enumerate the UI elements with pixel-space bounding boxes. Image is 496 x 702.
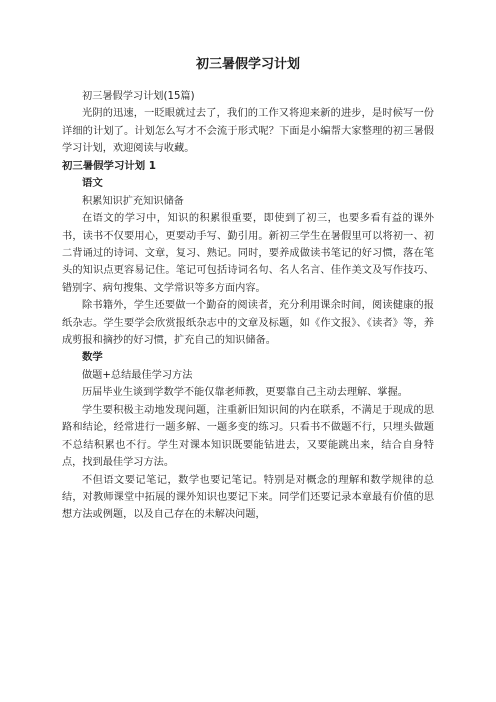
subtitle-line: 初三暑假学习计划(15篇) <box>82 91 195 102</box>
math-paragraph-2: 学生要积极主动地发现问题，注重新旧知识间的内在联系，不满足于现成的思路和结论，经常进行一题多解、一题多变的练习。只看书不做题不行，只埋头做题不总结积累也不行。学生对课本知识既要能钻进去，又要能跳出来，结合自身特点，找到最佳学习方法。 <box>62 404 434 469</box>
section-heading: 初三暑假学习计划 1 <box>62 159 156 172</box>
math-subheading: 做题+总结最佳学习方法 <box>82 370 193 382</box>
chinese-paragraph-2: 除书籍外，学生还要做一个勤奋的阅读者，充分利用课余时间，阅读健康的报纸杂志。学生要学会欣赏报纸杂志中的文章及标题，如《作文报》、《读者》等，养成剪报和摘抄的好习惯，扩充自己的知识储备。 <box>62 300 434 347</box>
math-paragraph-1: 历届毕业生谈到学数学不能仅靠老师教，更要靠自己主动去理解、掌握。 <box>82 387 408 399</box>
intro-paragraph: 光阴的迅速，一眨眼就过去了，我们的工作又将迎来新的进步，是时候写一份详细的计划了。计划怎么写才不会流于形式呢？下面是小编帮大家整理的初三暑假学习计划，欢迎阅读与收藏。 <box>62 108 434 155</box>
math-paragraph-3: 不但语文要记笔记，数学也要记笔记。特别是对概念的理解和数学规律的总结，对教师课堂中拓展的课外知识也要记下来。同学们还要记录本章最有价值的思想方法或例题，以及自己存在的未解决问题， <box>62 474 434 521</box>
chinese-paragraph-1: 在语文的学习中，知识的积累很重要，即使到了初三，也要多看有益的课外书，读书不仅要用心，更要动手写、勤引用。新初三学生在暑假里可以将初一、初二背诵过的诗词、文章，复习、熟记。同时，要养成做读书笔记的好习惯，落在笔头的知识点更容易记住。笔记可包括诗词名句、名人名言、佳作美文及写作技巧、错别字、病句搜集、文学常识等多方面内容。 <box>62 213 434 294</box>
chinese-subheading: 积累知识扩充知识储备 <box>82 195 184 207</box>
chinese-heading: 语文 <box>82 177 103 190</box>
document-title: 初三暑假学习计划 <box>195 57 300 72</box>
document-page <box>62 56 434 524</box>
math-heading: 数学 <box>82 351 103 364</box>
